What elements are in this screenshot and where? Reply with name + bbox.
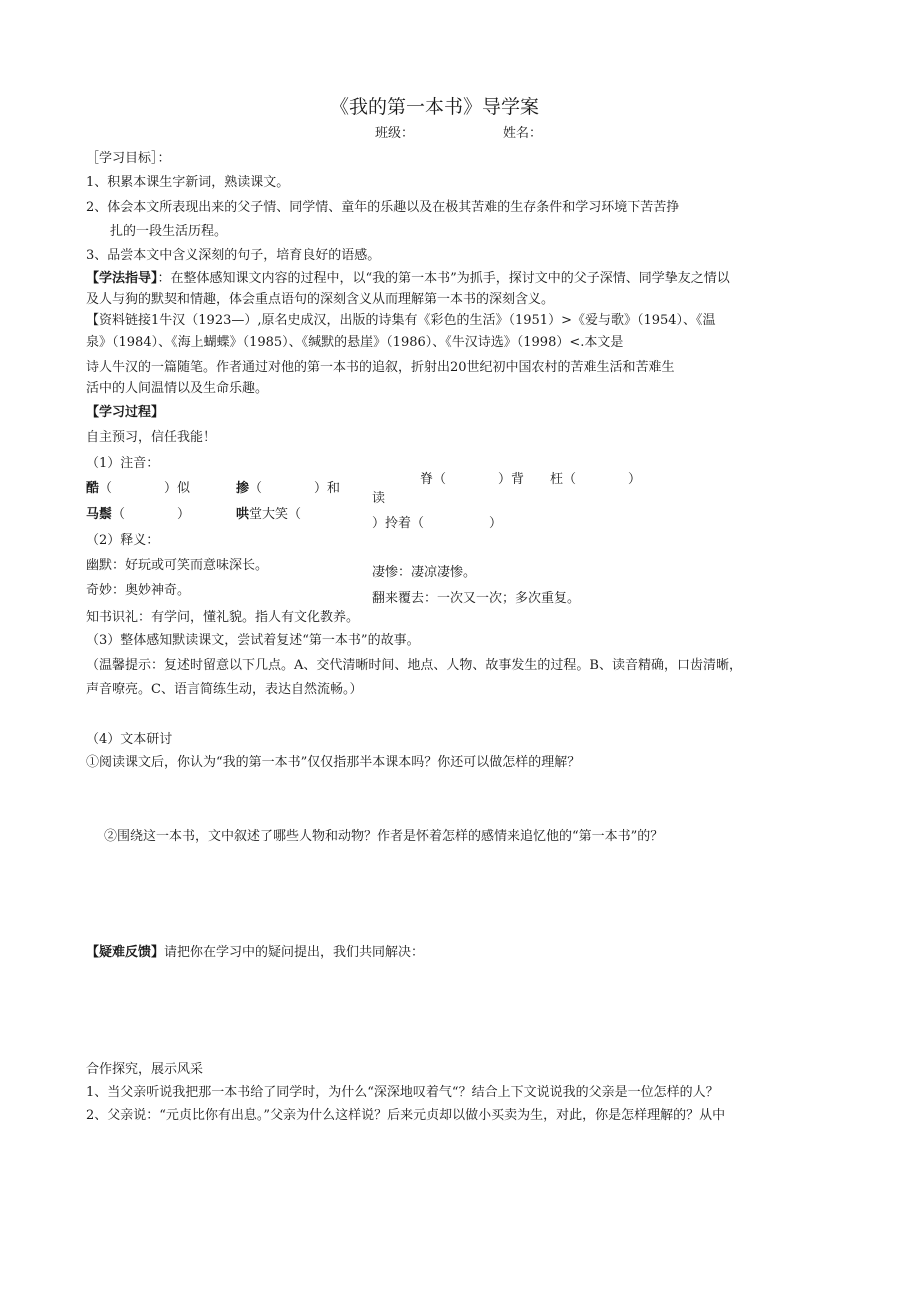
study-heading: （4）文本研讨	[86, 732, 173, 747]
method-label: 【学法指导】	[86, 271, 158, 286]
define-item: 奇妙：奥妙神奇。	[86, 583, 191, 598]
goal-item: 2、体会本文所表现出来的父子情、同学情、童年的乐趣以及在极其苦难的生存条件和学习环境下苦苦挣	[86, 200, 680, 215]
page-title: 《我的第一本书》导学案	[330, 96, 540, 118]
cooperate-heading: 合作探究，展示风采	[86, 1062, 204, 1077]
pinyin-item-hong	[236, 507, 301, 523]
class-label: 班级：	[375, 126, 415, 141]
cooperate-question-1: 1、当父亲听说我把那一本书给了同学时，为什么“深深地叹着气“？结合上下文说说我的父亲是一位怎样的人？	[86, 1085, 719, 1100]
pinyin-right-bottom: ）拎着（ ）	[372, 516, 503, 531]
pinyin-char: 酷	[86, 481, 100, 496]
method-text-line: 及人与狗的默契和情趣，体会重点语句的深刻含义从而理解第一本书的深刻含义。	[86, 292, 555, 307]
name-label: 姓名：	[503, 126, 543, 141]
pinyin-blank: （ ）	[112, 507, 191, 522]
feedback-text: 请把你在学习中的疑问提出，我们共同解决：	[164, 945, 425, 960]
resource-text-line: 诗人牛汉的一篇随笔。作者通过对他的第一本书的追叙，折射出20世纪初中国农村的苦难生活和苦难生	[86, 360, 675, 375]
cooperate-question-2: 2、父亲说：“元贞比你有出息。”父亲为什么这样说？后来元贞却以做小买卖为生，对此，你是怎样理解的？从中	[86, 1108, 726, 1123]
goals-heading: ［学习目标］：	[86, 151, 171, 166]
method-text: ：在整体感知课文内容的过程中，以“我的第一本书”为抓手，探讨文中的父子深情、同学挚友之情以	[157, 271, 730, 286]
goal-item: 1、积累本课生字新词，熟读课文。	[86, 175, 290, 190]
method-paragraph	[86, 271, 730, 287]
pinyin-blank: 堂大笑（	[249, 507, 302, 522]
study-question-1: ①阅读课文后，你认为“我的第一本书”仅仅指那半本课本吗？你还可以做怎样的理解？	[86, 755, 581, 770]
pinyin-char: 马鬃	[86, 507, 113, 522]
goal-item: 3、品尝本文中含义深刻的句子，培育良好的语感。	[86, 248, 381, 263]
pinyin-heading: （1）注音：	[86, 456, 160, 471]
define-item: 翻来覆去：一次又一次；多次重复。	[372, 591, 581, 606]
pinyin-right-mid: 读	[372, 491, 386, 506]
resource-text-line: 活中的人间温情以及生命乐趣。	[86, 381, 269, 396]
pinyin-right-top: 脊（ ）背 枉（ ）	[420, 472, 642, 487]
pinyin-item-ku	[86, 481, 190, 497]
process-heading: 【学习过程】	[86, 405, 165, 420]
preview-line: 自主预习，信任我能！	[86, 430, 217, 445]
define-item: 知书识礼：有学问，懂礼貌。指人有文化教养。	[86, 610, 360, 625]
retell-heading: （3）整体感知默读课文，尝试着复述“第一本书”的故事。	[86, 633, 420, 648]
feedback-line	[86, 945, 424, 961]
pinyin-char: 掺	[236, 481, 250, 496]
pinyin-blank: （ ）似	[99, 481, 191, 496]
resource-text-line: 泉》（1984）、《海上蝴蝶》（1985）、《缄默的悬崖》（1986）、《牛汉诗选》（1998）<.本文是	[86, 335, 624, 350]
study-question-2: ②围绕这一本书，文中叙述了哪些人物和动物？作者是怀着怎样的感情来追忆他的“第一本书”的？	[104, 829, 664, 844]
define-item: 凄惨：凄凉凄惨。	[372, 565, 477, 580]
define-heading: （2）释义：	[86, 533, 160, 548]
pinyin-char: 哄	[236, 507, 250, 522]
feedback-label: 【疑难反馈】	[86, 945, 165, 960]
pinyin-item-chan	[236, 481, 340, 497]
retell-tip: 声音嘹亮。C、语言简练生动，表达自然流畅。）	[86, 682, 363, 697]
retell-tip: （温馨提示：复述时留意以下几点。A、交代清晰时间、地点、人物、故事发生的过程。B、读音精确，口齿清晰，	[86, 658, 742, 673]
define-item: 幽默：好玩或可笑而意味深长。	[86, 558, 269, 573]
resource-text-line: 【资料链接1牛汉（1923—）,原名史成汉，出版的诗集有《彩色的生活》（1951）>《爱与歌》（1954）、《温	[86, 313, 716, 328]
goal-item: 扎的一段生活历程。	[110, 224, 228, 239]
pinyin-blank: （ ）和	[249, 481, 341, 496]
pinyin-item-mazong	[86, 507, 190, 523]
